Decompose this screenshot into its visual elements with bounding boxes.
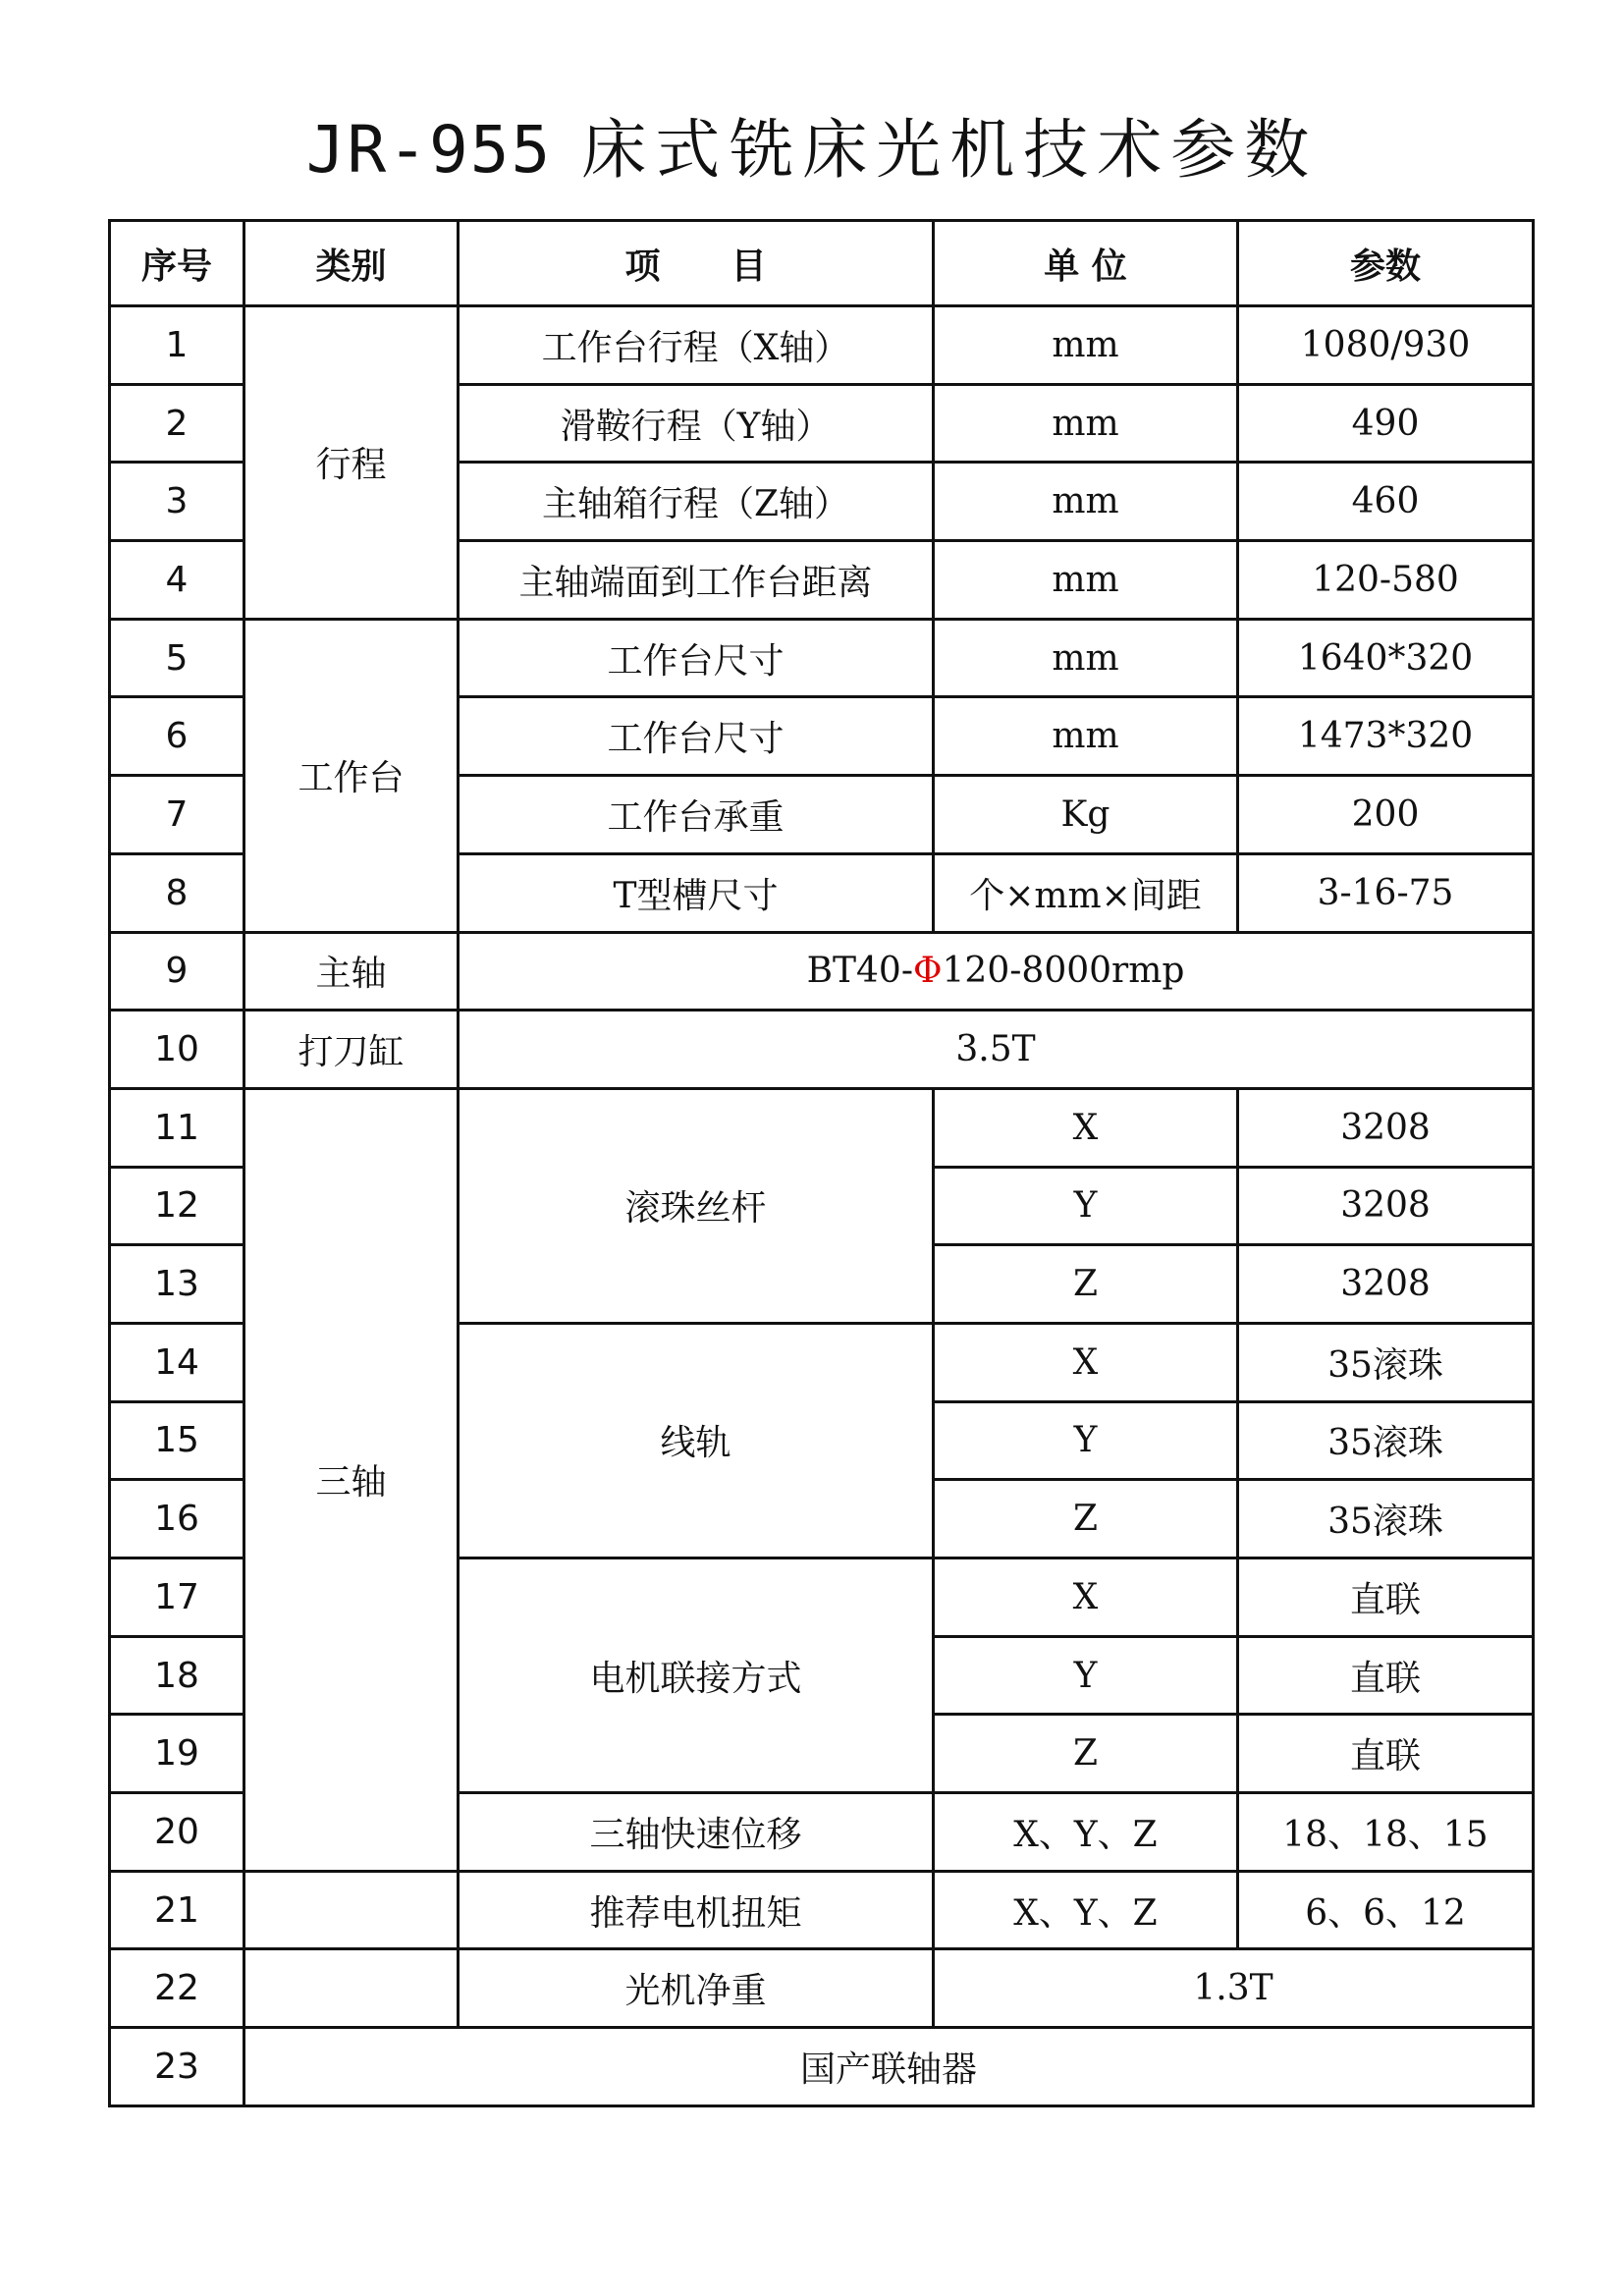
category-table: 工作台 [244, 619, 459, 932]
row-number: 1 [110, 306, 244, 385]
unit-cell: Z [934, 1480, 1238, 1558]
category-axes: 三轴 [244, 1088, 459, 1871]
item-cell: 电机联接方式 [459, 1558, 934, 1793]
value-cell: 3.5T [459, 1011, 1534, 1089]
header-unit: 单 位 [934, 221, 1238, 306]
row-number: 5 [110, 619, 244, 697]
spindle-taper: BT40- [806, 951, 914, 992]
item-cell: 工作台尺寸 [459, 619, 934, 697]
value-cell: 200 [1238, 776, 1534, 854]
row-number: 13 [110, 1245, 244, 1324]
item-cell: 滚珠丝杆 [459, 1088, 934, 1323]
item-cell: 工作台行程（X轴） [459, 306, 934, 385]
row-number: 6 [110, 697, 244, 776]
unit-cell: Y [934, 1167, 1238, 1245]
value-cell: 3208 [1238, 1167, 1534, 1245]
unit-cell: mm [934, 697, 1238, 776]
unit-cell: Y [934, 1401, 1238, 1480]
table-row [110, 619, 1534, 697]
header-item: 项 目 [459, 221, 934, 306]
value-cell: 490 [1238, 384, 1534, 463]
unit-cell: mm [934, 384, 1238, 463]
value-cell: 1080/930 [1238, 306, 1534, 385]
unit-cell: X [934, 1323, 1238, 1401]
phi-symbol: Φ [913, 951, 943, 992]
value-cell: 直联 [1238, 1715, 1534, 1793]
row-number: 12 [110, 1167, 244, 1245]
row-number: 19 [110, 1715, 244, 1793]
value-cell: 120-580 [1238, 541, 1534, 620]
spec-table [108, 219, 1535, 2107]
unit-cell: mm [934, 306, 1238, 385]
item-cell: 三轴快速位移 [459, 1793, 934, 1872]
unit-cell: X、Y、Z [934, 1871, 1238, 1949]
row-number: 3 [110, 463, 244, 541]
value-cell: 3208 [1238, 1245, 1534, 1324]
table-row [110, 1871, 1534, 1949]
value-cell: 直联 [1238, 1636, 1534, 1715]
spindle-spec-cell [459, 932, 1534, 1011]
unit-cell: mm [934, 541, 1238, 620]
value-cell: 3-16-75 [1238, 853, 1534, 932]
table-row [110, 1011, 1534, 1089]
value-cell: 35滚珠 [1238, 1323, 1534, 1401]
table-row [110, 306, 1534, 385]
unit-cell: Z [934, 1715, 1238, 1793]
value-cell: 1640*320 [1238, 619, 1534, 697]
value-cell: 18、18、15 [1238, 1793, 1534, 1872]
category-clamp: 打刀缸 [244, 1011, 459, 1089]
item-cell: T型槽尺寸 [459, 853, 934, 932]
empty-category-cell [244, 1871, 459, 1949]
unit-cell: Y [934, 1636, 1238, 1715]
row-number: 15 [110, 1401, 244, 1480]
row-number: 18 [110, 1636, 244, 1715]
value-cell: 35滚珠 [1238, 1480, 1534, 1558]
row-number: 9 [110, 932, 244, 1011]
item-cell: 主轴端面到工作台距离 [459, 541, 934, 620]
unit-cell: mm [934, 463, 1238, 541]
value-cell: 直联 [1238, 1558, 1534, 1637]
value-cell: 3208 [1238, 1088, 1534, 1167]
title-text: 床式铣床光机技术参数 [581, 112, 1319, 188]
value-cell: 460 [1238, 463, 1534, 541]
row-number: 7 [110, 776, 244, 854]
row-number: 4 [110, 541, 244, 620]
unit-cell: mm [934, 619, 1238, 697]
header-seq: 序号 [110, 221, 244, 306]
model-code: JR-955 [305, 112, 553, 188]
row-number: 21 [110, 1871, 244, 1949]
item-cell: 线轨 [459, 1323, 934, 1558]
row-number: 23 [110, 2028, 244, 2106]
row-number: 16 [110, 1480, 244, 1558]
table-header [110, 221, 1534, 306]
item-cell: 光机净重 [459, 1949, 934, 2028]
header-param: 参数 [1238, 221, 1534, 306]
row-number: 8 [110, 853, 244, 932]
row-number: 10 [110, 1011, 244, 1089]
unit-cell: X [934, 1088, 1238, 1167]
item-cell: 滑鞍行程（Y轴） [459, 384, 934, 463]
unit-cell: X、Y、Z [934, 1793, 1238, 1872]
table-row [110, 932, 1534, 1011]
unit-cell: Kg [934, 776, 1238, 854]
value-cell: 国产联轴器 [244, 2028, 1534, 2106]
table-row [110, 1088, 1534, 1167]
unit-cell: Z [934, 1245, 1238, 1324]
value-cell: 1473*320 [1238, 697, 1534, 776]
row-number: 20 [110, 1793, 244, 1872]
row-number: 11 [110, 1088, 244, 1167]
item-cell: 主轴箱行程（Z轴） [459, 463, 934, 541]
table-row [110, 1949, 1534, 2028]
row-number: 2 [110, 384, 244, 463]
item-cell: 工作台尺寸 [459, 697, 934, 776]
header-category: 类别 [244, 221, 459, 306]
page-title [0, 106, 1624, 194]
empty-category-cell [244, 1949, 459, 2028]
value-cell: 35滚珠 [1238, 1401, 1534, 1480]
unit-cell: X [934, 1558, 1238, 1637]
spindle-speed: 120-8000rmp [942, 951, 1185, 992]
value-cell: 1.3T [934, 1949, 1534, 2028]
value-cell: 6、6、12 [1238, 1871, 1534, 1949]
category-travel: 行程 [244, 306, 459, 620]
row-number: 17 [110, 1558, 244, 1637]
row-number: 14 [110, 1323, 244, 1401]
table-row [110, 2028, 1534, 2106]
row-number: 22 [110, 1949, 244, 2028]
unit-cell: 个×mm×间距 [934, 853, 1238, 932]
category-spindle: 主轴 [244, 932, 459, 1011]
item-cell: 推荐电机扭矩 [459, 1871, 934, 1949]
item-cell: 工作台承重 [459, 776, 934, 854]
